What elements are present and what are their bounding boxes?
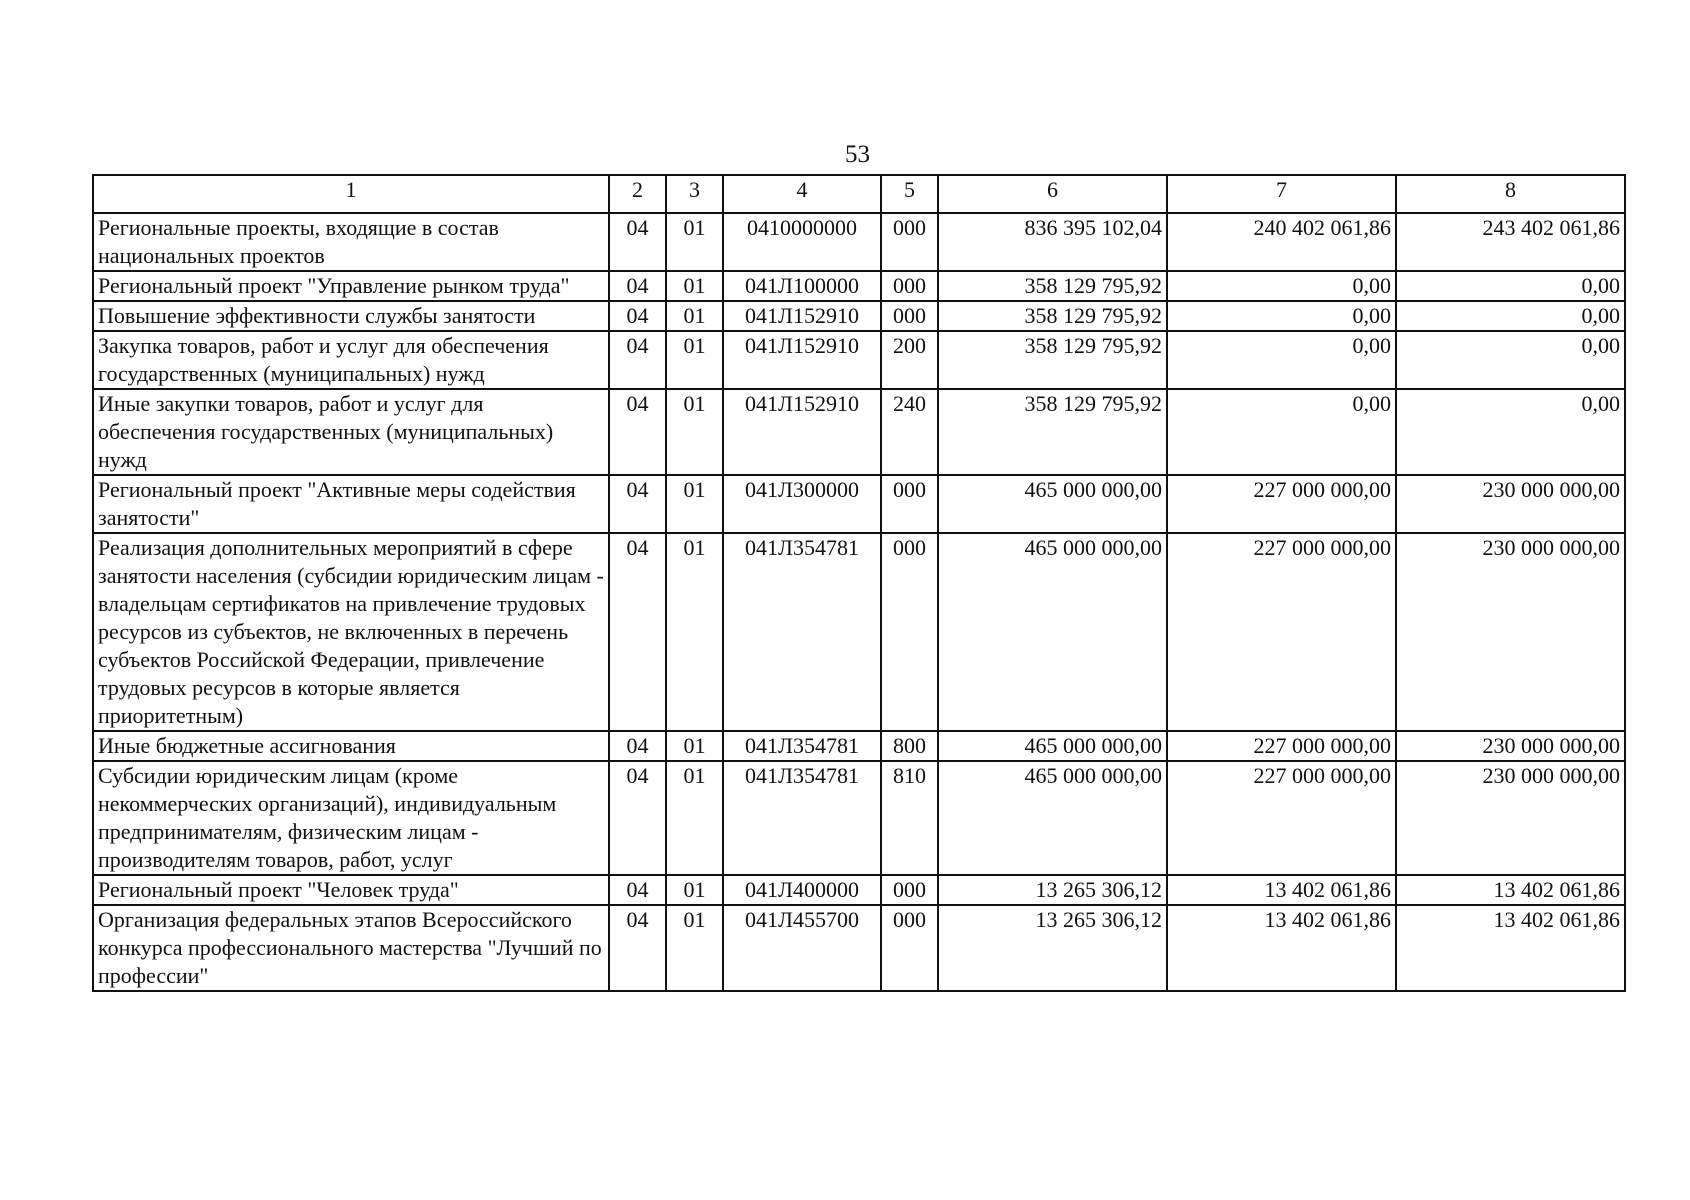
table-row [93, 761, 1625, 875]
budget-table [92, 174, 1626, 992]
column-number: 6 [938, 175, 1167, 213]
amount-column-6: 13 265 306,12 [938, 905, 1167, 991]
row-name: Иные бюджетные ассигнования [93, 731, 609, 761]
section-code: 04 [609, 213, 666, 271]
amount-column-8: 230 000 000,00 [1396, 761, 1625, 875]
table-row [93, 731, 1625, 761]
row-name: Реализация дополнительных мероприятий в сфере занятости населения (субсидии юридическим лицам - владельцам сертификатов на привлечение трудовых ресурсов из субъектов, не включенных в перечень субъектов Российской Федерации, привлечение трудовых ресурсов в которые является приоритетным) [93, 533, 609, 731]
amount-column-7: 227 000 000,00 [1167, 475, 1396, 533]
target-article-code: 041Л400000 [723, 875, 881, 905]
expense-type-code: 810 [881, 761, 938, 875]
amount-column-8: 13 402 061,86 [1396, 875, 1625, 905]
amount-column-7: 0,00 [1167, 331, 1396, 389]
subsection-code: 01 [666, 533, 723, 731]
amount-column-6: 465 000 000,00 [938, 731, 1167, 761]
expense-type-code: 000 [881, 301, 938, 331]
amount-column-7: 227 000 000,00 [1167, 761, 1396, 875]
target-article-code: 041Л300000 [723, 475, 881, 533]
target-article-code: 0410000000 [723, 213, 881, 271]
amount-column-7: 240 402 061,86 [1167, 213, 1396, 271]
section-code: 04 [609, 475, 666, 533]
subsection-code: 01 [666, 905, 723, 991]
subsection-code: 01 [666, 213, 723, 271]
section-code: 04 [609, 731, 666, 761]
target-article-code: 041Л354781 [723, 761, 881, 875]
expense-type-code: 240 [881, 389, 938, 475]
column-number: 4 [723, 175, 881, 213]
amount-column-8: 0,00 [1396, 301, 1625, 331]
column-number: 8 [1396, 175, 1625, 213]
column-number-row [93, 175, 1625, 213]
table-row [93, 389, 1625, 475]
subsection-code: 01 [666, 761, 723, 875]
amount-column-8: 230 000 000,00 [1396, 475, 1625, 533]
row-name: Иные закупки товаров, работ и услуг для обеспечения государственных (муниципальных) нужд [93, 389, 609, 475]
column-number: 5 [881, 175, 938, 213]
subsection-code: 01 [666, 331, 723, 389]
target-article-code: 041Л152910 [723, 331, 881, 389]
target-article-code: 041Л152910 [723, 389, 881, 475]
amount-column-8: 0,00 [1396, 331, 1625, 389]
table-row [93, 905, 1625, 991]
section-code: 04 [609, 389, 666, 475]
amount-column-6: 465 000 000,00 [938, 533, 1167, 731]
subsection-code: 01 [666, 271, 723, 301]
amount-column-7: 0,00 [1167, 271, 1396, 301]
column-number: 7 [1167, 175, 1396, 213]
subsection-code: 01 [666, 731, 723, 761]
amount-column-8: 13 402 061,86 [1396, 905, 1625, 991]
row-name: Закупка товаров, работ и услуг для обеспечения государственных (муниципальных) нужд [93, 331, 609, 389]
row-name: Субсидии юридическим лицам (кроме некоммерческих организаций), индивидуальным предпринимателям, физическим лицам - производителям товаров, работ, услуг [93, 761, 609, 875]
table-row [93, 271, 1625, 301]
amount-column-7: 227 000 000,00 [1167, 533, 1396, 731]
amount-column-6: 358 129 795,92 [938, 301, 1167, 331]
amount-column-6: 358 129 795,92 [938, 389, 1167, 475]
amount-column-6: 465 000 000,00 [938, 761, 1167, 875]
table-row [93, 533, 1625, 731]
amount-column-7: 13 402 061,86 [1167, 905, 1396, 991]
amount-column-7: 13 402 061,86 [1167, 875, 1396, 905]
section-code: 04 [609, 875, 666, 905]
expense-type-code: 200 [881, 331, 938, 389]
column-number: 2 [609, 175, 666, 213]
expense-type-code: 000 [881, 271, 938, 301]
table-row [93, 475, 1625, 533]
section-code: 04 [609, 761, 666, 875]
subsection-code: 01 [666, 475, 723, 533]
row-name: Региональный проект "Управление рынком труда" [93, 271, 609, 301]
table-row [93, 875, 1625, 905]
expense-type-code: 800 [881, 731, 938, 761]
amount-column-6: 465 000 000,00 [938, 475, 1167, 533]
amount-column-8: 230 000 000,00 [1396, 731, 1625, 761]
section-code: 04 [609, 905, 666, 991]
subsection-code: 01 [666, 389, 723, 475]
amount-column-6: 13 265 306,12 [938, 875, 1167, 905]
amount-column-8: 0,00 [1396, 389, 1625, 475]
amount-column-7: 227 000 000,00 [1167, 731, 1396, 761]
target-article-code: 041Л455700 [723, 905, 881, 991]
amount-column-7: 0,00 [1167, 389, 1396, 475]
target-article-code: 041Л354781 [723, 533, 881, 731]
row-name: Региональные проекты, входящие в состав национальных проектов [93, 213, 609, 271]
table-row [93, 213, 1625, 271]
row-name: Региональный проект "Человек труда" [93, 875, 609, 905]
amount-column-7: 0,00 [1167, 301, 1396, 331]
amount-column-8: 243 402 061,86 [1396, 213, 1625, 271]
amount-column-6: 358 129 795,92 [938, 271, 1167, 301]
expense-type-code: 000 [881, 875, 938, 905]
row-name: Региональный проект "Активные меры содействия занятости" [93, 475, 609, 533]
page-number: 53 [845, 141, 870, 168]
section-code: 04 [609, 331, 666, 389]
expense-type-code: 000 [881, 533, 938, 731]
column-number: 3 [666, 175, 723, 213]
row-name: Организация федеральных этапов Всероссийского конкурса профессионального мастерства "Лучший по профессии" [93, 905, 609, 991]
target-article-code: 041Л354781 [723, 731, 881, 761]
amount-column-6: 358 129 795,92 [938, 331, 1167, 389]
section-code: 04 [609, 301, 666, 331]
expense-type-code: 000 [881, 475, 938, 533]
amount-column-8: 230 000 000,00 [1396, 533, 1625, 731]
row-name: Повышение эффективности службы занятости [93, 301, 609, 331]
target-article-code: 041Л152910 [723, 301, 881, 331]
subsection-code: 01 [666, 301, 723, 331]
section-code: 04 [609, 533, 666, 731]
expense-type-code: 000 [881, 905, 938, 991]
column-number: 1 [93, 175, 609, 213]
table-row [93, 331, 1625, 389]
table-row [93, 301, 1625, 331]
section-code: 04 [609, 271, 666, 301]
subsection-code: 01 [666, 875, 723, 905]
amount-column-6: 836 395 102,04 [938, 213, 1167, 271]
amount-column-8: 0,00 [1396, 271, 1625, 301]
target-article-code: 041Л100000 [723, 271, 881, 301]
expense-type-code: 000 [881, 213, 938, 271]
